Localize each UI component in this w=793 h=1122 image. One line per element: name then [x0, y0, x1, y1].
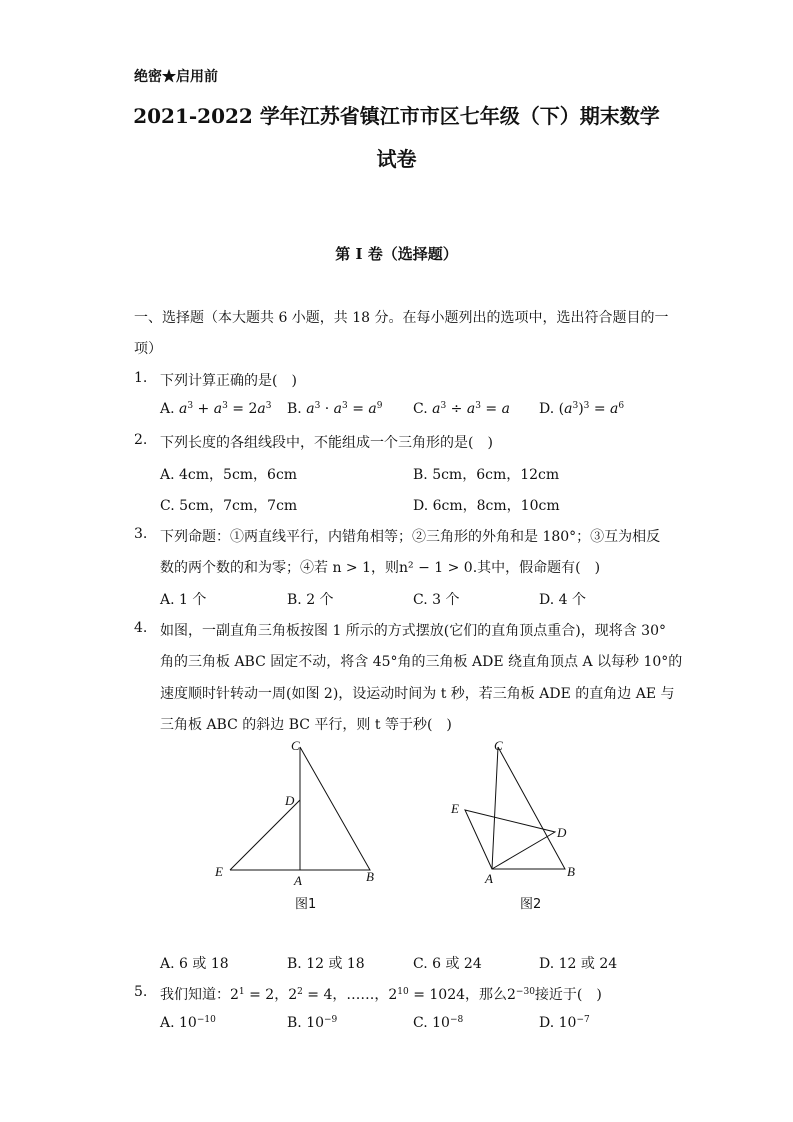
question-4-option-d: D. 12 或 24 [539, 956, 618, 972]
part-title: 第 I 卷（选择题） [335, 245, 458, 263]
label-e-fig2: E [451, 801, 459, 816]
question-1-option-b: B. $a^3 \cdot a^3 = a^9$ [287, 401, 383, 417]
question-5-option-a: A. $10^{-10}$ [160, 1015, 216, 1031]
question-3-number: 3. [134, 526, 148, 542]
figure-2 [440, 735, 600, 895]
triangle-abc-fig1 [300, 747, 370, 870]
section-heading-line2: 项） [134, 341, 162, 357]
question-4-stem-line3: 速度顺时针转动一周(如图 2)，设运动时间为 t 秒，若三角板 ADE 的直角边 AE 与 [160, 686, 675, 702]
label-d-fig2: D [557, 825, 567, 840]
question-3-option-c: C. 3 个 [413, 592, 460, 608]
figure-1-caption: 图1 [295, 897, 317, 912]
label-b-fig2: B [567, 864, 575, 879]
question-4-option-a: A. 6 或 18 [160, 956, 229, 972]
question-3-option-d: D. 4 个 [539, 592, 586, 608]
exam-title-line2: 试卷 [376, 147, 417, 171]
question-5-number: 5. [134, 984, 148, 1000]
label-c-fig2: C [494, 738, 503, 753]
question-2-option-c: C. 5cm，7cm，7cm [160, 498, 298, 514]
question-1-option-a: A. $a^3 + a^3 = 2a^3$ [160, 401, 272, 417]
triangle-abc-fig2 [492, 747, 565, 869]
question-4-option-c: C. 6 或 24 [413, 956, 482, 972]
question-5-option-b: B. $10^{-9}$ [287, 1015, 338, 1031]
question-3-stem-line2: 数的两个数的和为零；④若 n > 1，则n² − 1 > 0.其中，假命题有( ) [160, 560, 601, 576]
question-2-option-a: A. 4cm，5cm，6cm [160, 467, 298, 483]
section-heading-line1: 一、选择题（本大题共 6 小题，共 18 分。在每小题列出的选项中，选出符合题目的一 [134, 310, 669, 326]
question-3-stem-line1: 下列命题：①两直线平行，内错角相等；②三角形的外角和是 180°；③互为相反 [160, 529, 661, 545]
label-d-fig1: D [285, 793, 295, 808]
question-3-option-b: B. 2 个 [287, 592, 334, 608]
secret-label: 绝密★启用前 [134, 69, 218, 85]
label-e-fig1: E [215, 864, 223, 879]
question-1-stem: 下列计算正确的是( ) [160, 373, 297, 389]
label-a-fig1: A [294, 873, 302, 888]
question-4-option-b: B. 12 或 18 [287, 956, 365, 972]
question-4-stem-line4: 三角板 ABC 的斜边 BC 平行，则 t 等于秒( ) [160, 717, 452, 733]
question-5-option-d: D. $10^{-7}$ [539, 1015, 590, 1031]
question-4-number: 4. [134, 620, 148, 636]
exam-title-line1: 2021-2022 学年江苏省镇江市市区七年级（下）期末数学 [133, 104, 660, 128]
question-1-option-d: D. $(a^3)^3 = a^6$ [539, 401, 625, 417]
question-3-option-a: A. 1 个 [160, 592, 207, 608]
triangle-ade-fig1 [230, 800, 300, 870]
question-2-stem: 下列长度的各组线段中，不能组成一个三角形的是( ) [160, 435, 493, 451]
triangle-ade-fig2 [465, 810, 555, 869]
question-4-stem-line2: 角的三角板 ABC 固定不动，将含 45°角的三角板 ADE 绕直角顶点 A 以每秒 10°的 [160, 654, 683, 670]
label-c-fig1: C [291, 738, 300, 753]
question-5-option-c: C. $10^{-8}$ [413, 1015, 464, 1031]
question-2-option-d: D. 6cm，8cm，10cm [413, 498, 560, 514]
label-a-fig2: A [485, 871, 493, 886]
figure-1 [205, 735, 385, 915]
question-2-option-b: B. 5cm，6cm，12cm [413, 467, 560, 483]
question-4-stem-line1: 如图，一副直角三角板按图 1 所示的方式摆放(它们的直角顶点重合)，现将含 30° [160, 623, 666, 639]
question-1-number: 1. [134, 370, 148, 386]
question-1-option-c: C. $a^3 \div a^3 = a$ [413, 401, 510, 417]
figure-2-caption: 图2 [520, 897, 542, 912]
label-b-fig1: B [366, 869, 374, 884]
question-2-number: 2. [134, 432, 148, 448]
question-5-stem: 我们知道：$2^1 = 2$，$2^2 = 4$，……，$2^{10} = 1024$，那么$2^{-30}$接近于( ) [160, 987, 602, 1003]
